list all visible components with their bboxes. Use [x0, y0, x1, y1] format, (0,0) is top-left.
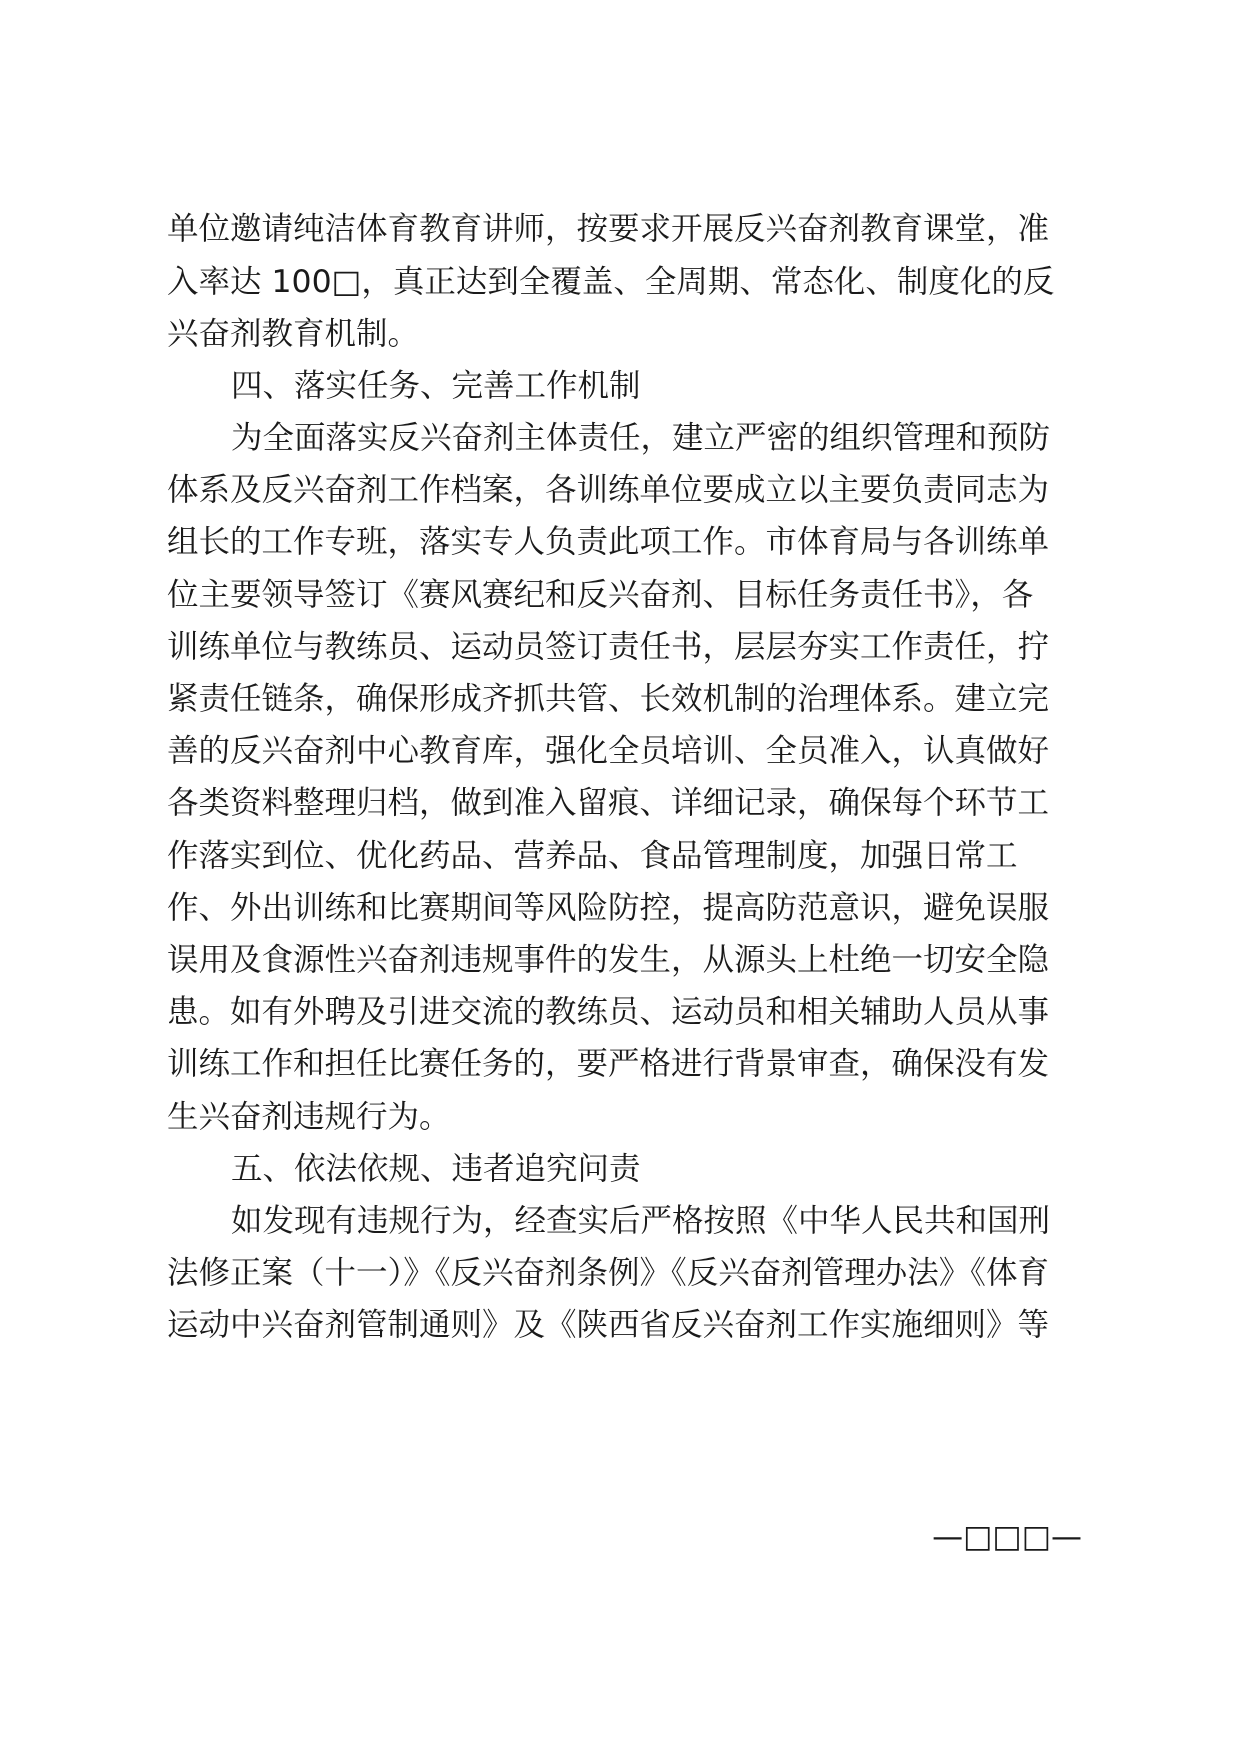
text-line: 作落实到位、优化药品、营养品、食品管理制度，加强日常工 [167, 838, 1018, 874]
text-line: 善的反兴奋剂中心教育库，强化全员培训、全员准入，认真做好 [167, 733, 1050, 769]
section-heading: 四、落实任务、完善工作机制 [231, 368, 641, 404]
text-line: 患。如有外聘及引进交流的教练员、运动员和相关辅助人员从事 [167, 994, 1050, 1030]
text-line: 各类资料整理归档，做到准入留痕、详细记录，确保每个环节工 [167, 785, 1050, 821]
text-line: 训练单位与教练员、运动员签订责任书，层层夯实工作责任，拧 [167, 629, 1050, 665]
section-heading: 五、依法依规、违者追究问责 [231, 1151, 641, 1187]
text-line: 位主要领导签订《赛风赛纪和反兴奋剂、目标任务责任书》，各 [167, 577, 1034, 613]
text-line: 单位邀请纯洁体育教育讲师，按要求开展反兴奋剂教育课堂，准 [167, 211, 1050, 247]
text-line: 为全面落实反兴奋剂主体责任，建立严密的组织管理和预防 [231, 420, 1051, 456]
text-line: 法修正案（十一）》《反兴奋剂条例》《反兴奋剂管理办法》《体育 [167, 1255, 1050, 1291]
text-line: 运动中兴奋剂管制通则》及《陕西省反兴奋剂工作实施细则》等 [167, 1307, 1050, 1343]
text-line: 作、外出训练和比赛期间等风险防控，提高防范意识，避免误服 [167, 890, 1050, 926]
page-number: —□□□— [932, 1519, 1082, 1555]
text-line: 如发现有违规行为，经查实后严格按照《中华人民共和国刑 [231, 1203, 1051, 1239]
text-line: 训练工作和担任比赛任务的，要严格进行背景审查，确保没有发 [167, 1046, 1050, 1082]
text-line: 紧责任链条，确保形成齐抓共管、长效机制的治理体系。建立完 [167, 681, 1050, 717]
text-line: 兴奋剂教育机制。 [167, 316, 420, 352]
text-line: 误用及食源性兴奋剂违规事件的发生，从源头上杜绝一切安全隐 [167, 942, 1050, 978]
text-line: 体系及反兴奋剂工作档案，各训练单位要成立以主要负责同志为 [167, 472, 1050, 508]
text-line: 组长的工作专班，落实专人负责此项工作。市体育局与各训练单 [167, 524, 1050, 560]
text-line: 入率达 100□，真正达到全覆盖、全周期、常态化、制度化的反 [167, 264, 1055, 300]
text-line: 生兴奋剂违规行为。 [167, 1099, 451, 1135]
